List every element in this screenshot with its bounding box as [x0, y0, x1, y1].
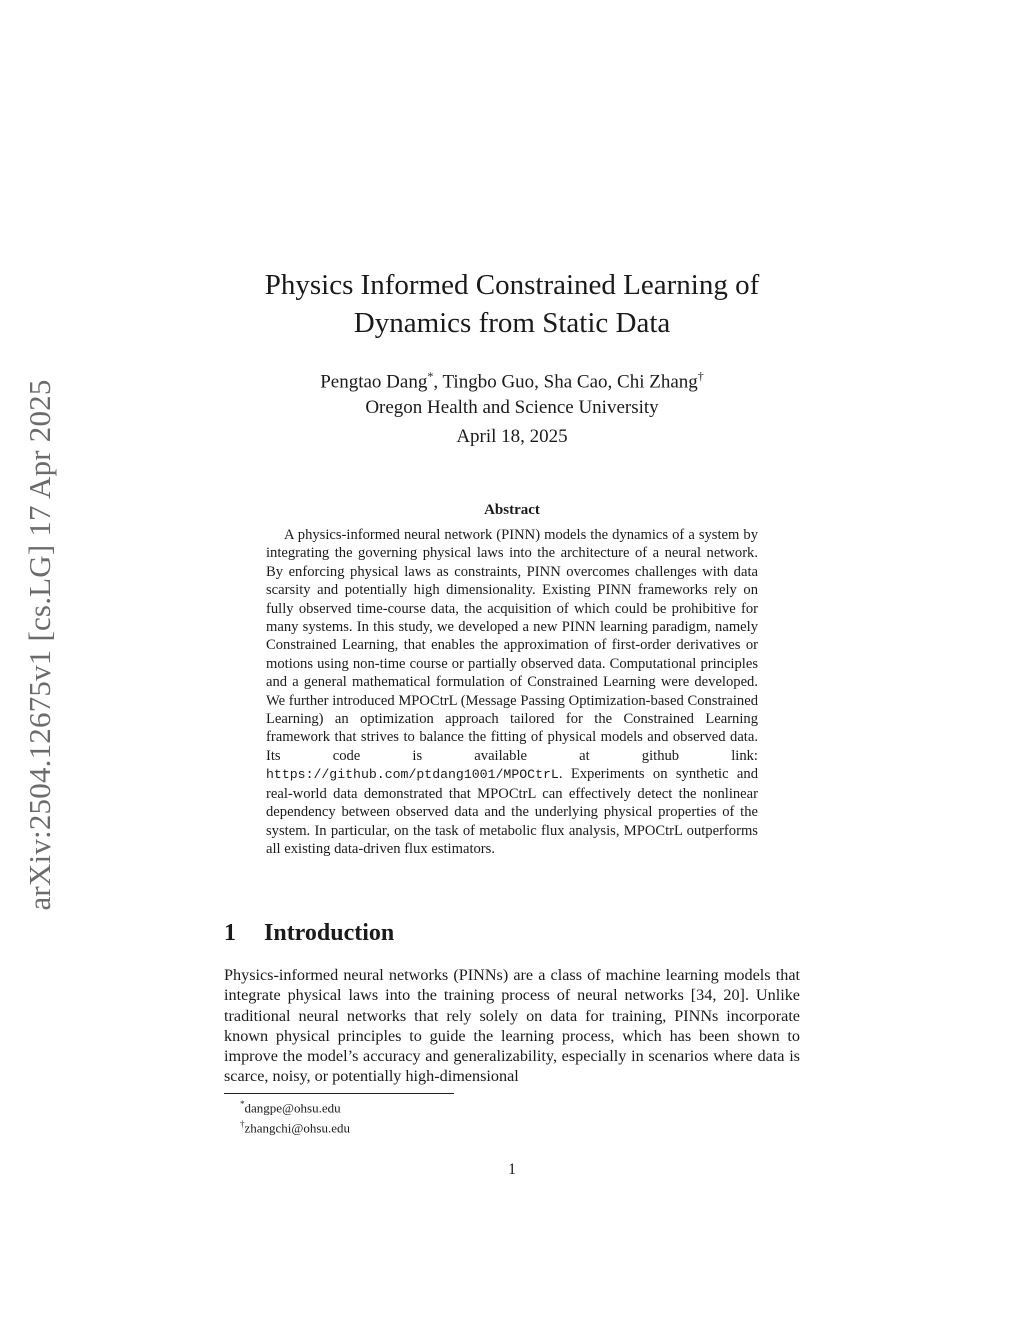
arxiv-side-stamp: arXiv:2504.12675v1 [cs.LG] 17 Apr 2025 [22, 379, 57, 911]
title-line-1: Physics Informed Constrained Learning of [264, 269, 760, 301]
footnote-2-mark: † [240, 1119, 245, 1130]
footnote-2 [240, 1116, 350, 1136]
author-1: Pengtao Dang [320, 371, 428, 393]
author-4-footnote-mark: † [697, 369, 704, 383]
title-line-2: Dynamics from Static Data [353, 307, 671, 339]
section-heading [224, 920, 394, 947]
footnotes [240, 1096, 350, 1137]
author-1-footnote-mark: * [427, 369, 434, 383]
footnote-2-email: zhangchi@ohsu.edu [244, 1120, 350, 1136]
paper-date: April 18, 2025 [456, 426, 568, 447]
author-block [200, 363, 824, 421]
author-list-rest: , Tingbo Guo, Sha Cao, Chi Zhang [433, 371, 698, 393]
github-link[interactable]: https://github.com/ptdang1001/MPOCtrL [266, 767, 559, 783]
section-title: Introduction [264, 920, 395, 946]
footnote-1-mark: * [240, 1099, 245, 1109]
footnote-rule [224, 1093, 454, 1094]
footnote-1 [240, 1096, 350, 1116]
section-number: 1 [224, 920, 236, 946]
affiliation: Oregon Health and Science University [365, 397, 659, 419]
paper-title [200, 266, 824, 342]
abstract-heading: Abstract [484, 502, 540, 518]
footnote-1-email: dangpe@ohsu.edu [244, 1100, 341, 1116]
author-list [200, 363, 824, 395]
abstract-text-2: . Experiments on synthetic and real-world data demonstrated that MPOCtrL can effectively detect the nonlinear dependency between observed data and the underlying physical properties of the system. In particular, on the task of metabolic flux analysis, MPOCtrL outperforms all existing data-driven flux estimators. [266, 766, 758, 857]
abstract-body [266, 526, 758, 858]
abstract-text-1: A physics-informed neural network (PINN) models the dynamics of a system by integrating the governing physical laws into the architecture of a neural network. By enforcing physical laws as constraints, PINN overcomes challenges with data scarsity and potentially high dimensionality. Existing PINN frameworks rely on fully observed time-course data, the acquisition of which could be prohibitive for many systems. In this study, we developed a new PINN learning paradigm, namely Constrained Learning, that enables the approximation of first-order derivatives or motions using non-time course or partially observed data. Computational principles and a general mathematical formulation of Constrained Learning were developed. We further introduced MPOCtrL (Message Passing Optimization-based Constrained Learning) an optimization approach tailored for the Constrained Learning framework that strives to balance the fitting of physical models and observed data. Its code is available at github link: [266, 527, 758, 764]
page-number: 1 [508, 1161, 516, 1178]
introduction-paragraph: Physics-informed neural networks (PINNs) are a class of machine learning models that integrate physical laws into the training process of neural networks [34, 20]. Unlike traditional neural networks that rely solely on data for training, PINNs incorporate known physical principles to guide the learning process, which has been shown to improve the model’s accuracy and generalizability, especially in scenarios where data is scarce, noisy, or potentially high-dimensional [224, 966, 800, 1086]
